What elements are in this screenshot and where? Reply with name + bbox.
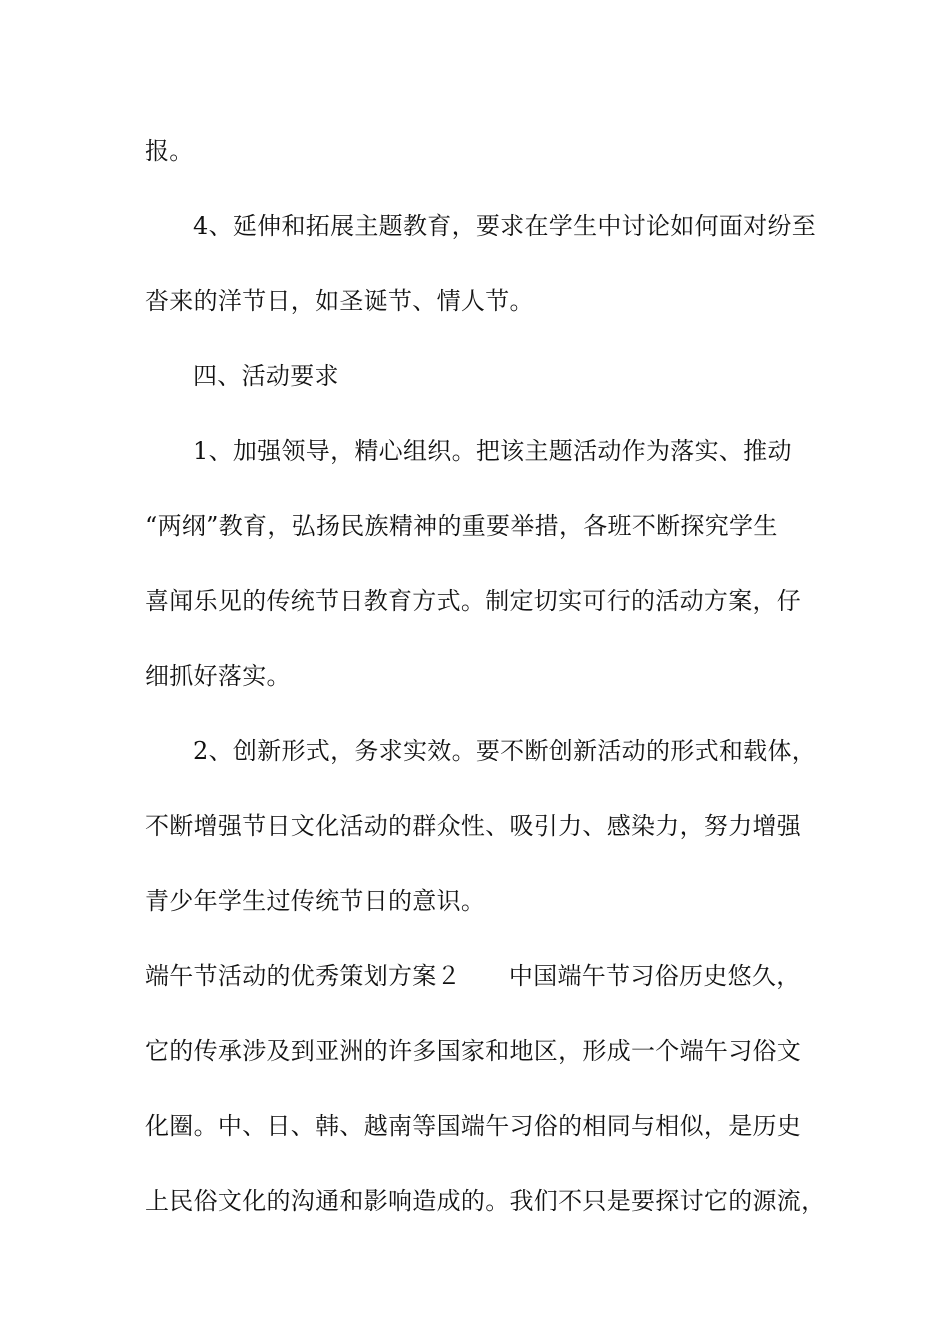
paragraph-line: 报。	[145, 137, 194, 165]
paragraph-line: 不断增强节日文化活动的群众性、吸引力、感染力，努力增强	[145, 812, 802, 840]
paragraph-line: 1、加强领导，精心组织。把该主题活动作为落实、推动	[193, 437, 792, 465]
paragraph-line: “两纲”教育，弘扬民族精神的重要举措，各班不断探究学生	[145, 512, 778, 540]
paragraph-line: 它的传承涉及到亚洲的许多国家和地区，形成一个端午习俗文	[145, 1037, 802, 1065]
paragraph-line: 2、创新形式，务求实效。要不断创新活动的形式和载体，	[193, 737, 817, 765]
section-title-line	[145, 961, 835, 991]
paragraph-line: 细抓好落实。	[145, 662, 291, 690]
paragraph-line: 4、延伸和拓展主题教育，要求在学生中讨论如何面对纷至	[193, 212, 817, 240]
section-intro: 中国端午节习俗历史悠久，	[508, 962, 801, 990]
paragraph-line: 化圈。中、日、韩、越南等国端午习俗的相同与相似，是历史	[145, 1112, 802, 1140]
section-heading: 四、活动要求	[193, 362, 339, 390]
paragraph-line: 沓来的洋节日，如圣诞节、情人节。	[145, 287, 534, 315]
paragraph-line: 喜闻乐见的传统节日教育方式。制定切实可行的活动方案，仔	[145, 587, 802, 615]
section-title: 端午节活动的优秀策划方案２	[145, 962, 461, 990]
paragraph-line: 上民俗文化的沟通和影响造成的。我们不只是要探讨它的源流，	[145, 1187, 826, 1215]
paragraph-line: 青少年学生过传统节日的意识。	[145, 887, 486, 915]
